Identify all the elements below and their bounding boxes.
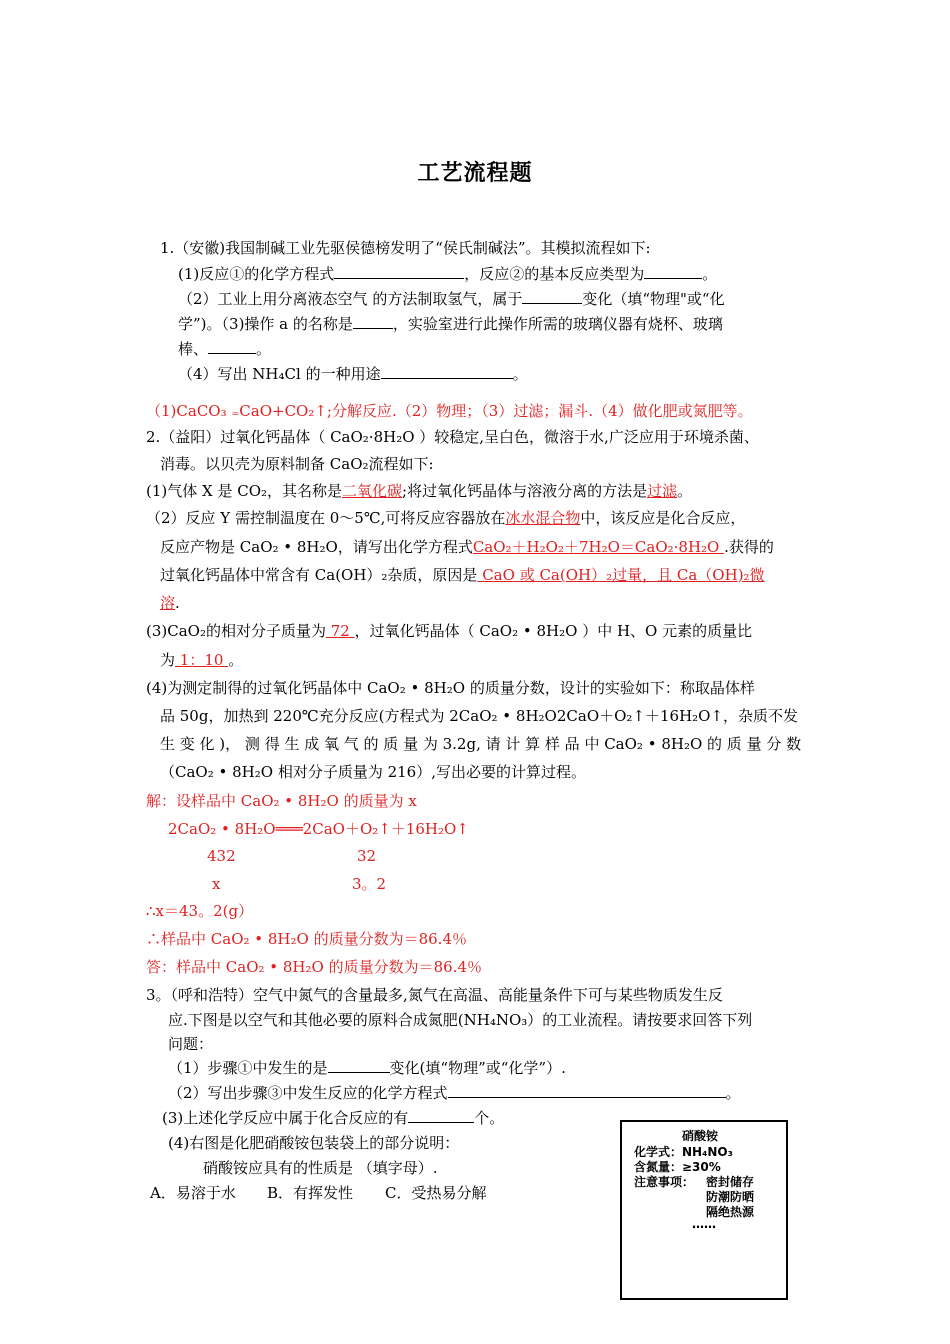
q1-blank-equation [334,264,464,279]
q2-sub1-answer-method: 过滤 [647,482,678,500]
q2-solution-fraction: ∴样品中 CaO₂ • 8H₂O 的质量分数为＝86.4％ [146,930,467,948]
q2-sub1-answer-name: 二氧化碳 [342,482,403,500]
q2-sub4-line3: 生 变 化 )， 测 得 生 成 氧 气 的 质 量 为 3.2g, 请 计 算 样 品 中 CaO₂ • 8H₂O 的 质 量 分 数 [160,735,802,753]
q3-blank-change [328,1058,390,1073]
q2-sub3-text-b: ，过氧化钙晶体（ CaO₂ • 8H₂O ）中 H、O 元素的质量比 [354,622,753,640]
q3-part1-text-a: （1）步骤①中发生的是 [168,1059,328,1077]
q1-blank-use [381,364,513,379]
q2-sub3-answer-mass: 72 [325,622,355,640]
q1-part1-text-a: (1)反应①的化学方程式 [178,265,335,283]
q1-part2-text-c: 学”)。（3)操作 a 的名称是 [178,315,353,333]
q2-sub4-line1: (4)为测定制得的过氧化钙晶体中 CaO₂ • 8H₂O 的质量分数，设计的实验如下：称取晶体样 [146,679,755,697]
q1-blank-instrument [208,339,256,354]
q2-sub2-text-f: . [175,594,180,612]
q2-sub2-answer-container: 冰水混合物 [505,509,581,527]
q2-solution-equation: 2CaO₂ • 8H₂O═══2CaO＋O₂↑＋16H₂O↑ [168,820,469,838]
label-notice: 注意事项： [634,1175,695,1189]
q3-intro-2: 应.下图是以空气和其他必要的原料合成氮肥(NH₄NO₃）的工业流程。请按要求回答下列 [168,1011,753,1029]
q3-part2 [168,1083,741,1103]
q1-part1-text-c: 。 [702,265,718,283]
q2-solution-432: 432 [207,847,236,865]
q2-sub3-text-c: 为 [160,651,176,669]
q2-solution-1: 解：设样品中 CaO₂ • 8H₂O 的质量为 x [146,792,417,810]
q1-blank-operation [353,314,393,329]
q2-sub4-line2: 品 50g，加热到 220℃充分反应(方程式为 2CaO₂ • 8H₂O2CaO＋O₂↑＋16H₂O↑，杂质不发 [160,707,799,725]
q1-part1-text-b: ，反应②的基本反应类型为 [464,265,645,283]
q3-part2-text-b: 。 [725,1084,741,1102]
q2-sub1-text-c: 。 [677,482,693,500]
q2-sub1-text-a: (1)气体 X 是 CO₂，其名称是 [146,482,343,500]
q1-part2-line3 [178,339,271,359]
q3-blank-count [408,1108,474,1123]
q3-option-b: B．有挥发性 [267,1184,354,1202]
q1-blank-reaction-type [644,264,702,279]
q2-sub2-line2 [160,537,774,557]
fertilizer-label-box [620,1120,788,1300]
q1-intro: 1.（安徽)我国制碱工业先驱侯德榜发明了“侯氏制碱法”。其模拟流程如下: [160,239,651,257]
q3-part1-text-b: 变化(填“物理”或“化学”）. [389,1059,566,1077]
q2-sub1 [146,481,692,501]
q2-sub2-answer-equation: CaO₂＋H₂O₂＋7H₂O＝CaO₂·8H₂O [472,538,725,556]
q1-answer: （1)CaCO₃ ₌CaO+CO₂↑;分解反应.（2）物理；（3）过滤；漏斗.（4）做化肥或氮肥等。 [146,402,753,420]
q3-part2-text-a: （2）写出步骤③中发生反应的化学方程式 [168,1084,448,1102]
q3-part5: 硝酸铵应具有的性质是 （填字母）. [203,1159,438,1177]
q1-part2-line2 [178,314,723,334]
q2-sub2-answer-reason: CaO 或 Ca(OH）₂过量，且 Ca（OH)₂微 [477,566,765,584]
q1-part2-text-a: （2）工业上用分离液态空气 的方法制取氢气，属于 [178,290,523,308]
label-nitrogen-content: 含氮量：≥30% [634,1160,721,1174]
q1-part1 [178,264,717,284]
q2-sub3-line1 [146,621,752,641]
q3-option-a: A．易溶于水 [150,1184,236,1202]
q2-sub3-answer-ratio: 1：10 [175,651,229,669]
q2-sub2-line4 [160,593,180,613]
q3-option-c: C．受热易分解 [385,1184,487,1202]
q2-sub2-line1 [146,508,745,528]
q2-solution-32: 32 [357,847,377,865]
q1-part4 [178,364,528,384]
q2-sub3-text-d: 。 [228,651,244,669]
q2-sub1-text-b: ;将过氧化钙晶体与溶液分离的方法是 [402,482,648,500]
label-notice-2: 防潮防晒 [706,1190,755,1204]
q3-part3-text-a: (3)上述化学反应中属于化合反应的有 [162,1109,409,1127]
q1-part2-line1 [178,289,725,309]
q2-sub2-text-e: 过氧化钙晶体中常含有 Ca(OH）₂杂质，原因是 [160,566,478,584]
q1-blank-change [522,289,582,304]
q3-part1 [168,1058,566,1078]
q2-sub2-answer-reason-end: 溶 [160,594,176,612]
q2-solution-x-value: ∴x＝43。2(g） [146,902,254,920]
q3-intro-1: 3。（呼和浩特）空气中氮气的含量最多,氮气在高温、高能量条件下可与某些物质发生反 [146,986,723,1004]
q2-solution-answer: 答：样品中 CaO₂ • 8H₂O 的质量分数为＝86.4％ [146,958,482,976]
q2-sub4-line4: （CaO₂ • 8H₂O 相对分子质量为 216）,写出必要的计算过程。 [160,763,586,781]
q1-part4-text-b: 。 [512,365,528,383]
q2-sub2-text-d: .获得的 [724,538,774,556]
q2-sub2-line3 [160,565,765,585]
q2-sub2-text-a: （2）反应 Y 需控制温度在 0～5℃,可将反应容器放在 [146,509,506,527]
q2-sub3-line2 [160,650,243,670]
q3-part3 [162,1108,504,1128]
q2-sub2-text-c: 反应产物是 CaO₂ • 8H₂O，请写出化学方程式 [160,538,473,556]
q2-solution-3-2: 3。2 [352,875,387,893]
q3-intro-3: 问题： [168,1035,214,1053]
q1-part4-text-a: （4）写出 NH₄Cl 的一种用途 [178,365,381,383]
q3-part4: (4)右图是化肥硝酸铵包装袋上的部分说明： [168,1134,460,1152]
q3-blank-equation [448,1083,726,1098]
q1-part2-text-f: 。 [256,340,272,358]
q2-sub2-text-b: 中，该反应是化合反应， [580,509,746,527]
page-title: 工艺流程题 [417,161,533,186]
label-notice-3: 隔绝热源 [706,1205,755,1219]
q2-intro-1: 2.（益阳）过氧化钙晶体（ CaO₂·8H₂O ）较稳定,呈白色，微溶于水,广泛应用于环境杀菌、 [146,428,759,446]
q2-sub3-text-a: (3)CaO₂的相对分子质量为 [146,622,326,640]
label-dots: …… [692,1217,716,1231]
q1-part2-text-b: 变化（填“物理"或“化 [582,290,725,308]
q1-part2-text-d: ，实验室进行此操作所需的玻璃仪器有烧杯、玻璃 [392,315,723,333]
q3-part3-text-b: 个。 [474,1109,505,1127]
label-formula: 化学式：NH₄NO₃ [634,1145,733,1159]
label-title: 硝酸铵 [682,1129,719,1143]
q1-part2-text-e: 棒、 [178,340,209,358]
q2-intro-2: 消毒。以贝壳为原料制备 CaO₂流程如下: [160,455,434,473]
label-notice-1: 密封储存 [706,1175,755,1189]
q2-solution-x: x [212,875,221,893]
